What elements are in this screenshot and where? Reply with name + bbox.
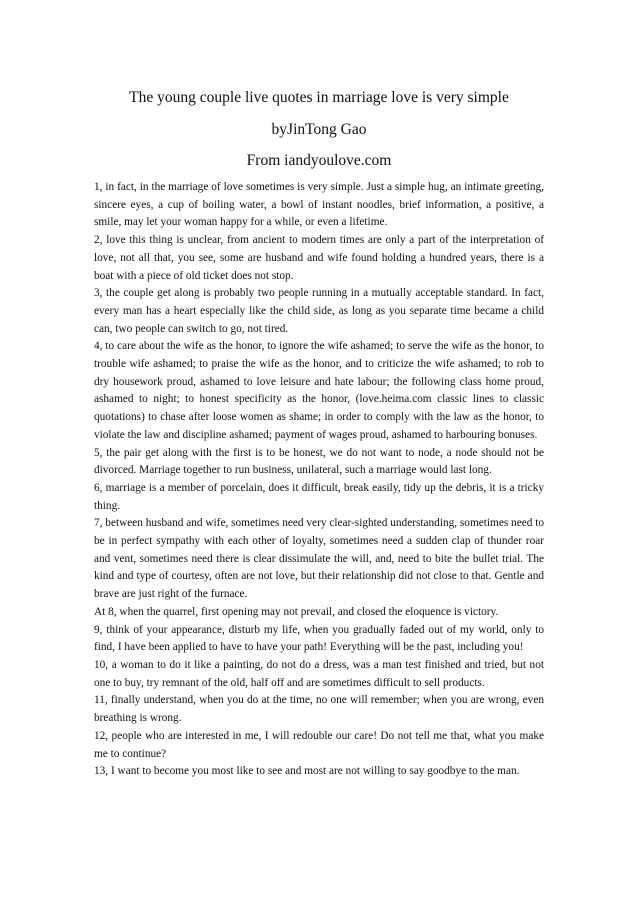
author-line: byJinTong Gao <box>271 121 367 138</box>
quote-paragraph-11: 11, finally understand, when you do at the time, no one will remember; when you are wrong, even breathing is wrong. <box>94 694 544 725</box>
quote-paragraph-13: 13, I want to become you most like to see and most are not willing to say goodbye to the man. <box>94 765 520 778</box>
quotes-body <box>94 179 544 781</box>
quote-paragraph-12: 12, people who are interested in me, I will redouble our care! Do not tell me that, what you make me to continue? <box>94 729 544 760</box>
source-line: From iandyoulove.com <box>246 152 392 169</box>
quote-paragraph-6: 6, marriage is a member of porcelain, does it difficult, break easily, tidy up the debris, it is a tricky thing. <box>94 481 544 512</box>
quote-paragraph-8: At 8, when the quarrel, first opening may not prevail, and closed the eloquence is victory. <box>94 605 499 618</box>
document-title: The young couple live quotes in marriage love is very simple <box>129 89 509 106</box>
quote-paragraph-4: 4, to care about the wife as the honor, to ignore the wife ashamed; to serve the wife as the honor, to trouble wife ashamed; to praise the wife as the honor, and to criticize the wife ashamed; to rob to dry housework proud, ashamed to love leisure and hate labour; the following class home proud, ashamed to night; to honest specificity as the honor, (love.heima.com classic lines to classic quotations) to chase after loose women as shame; in order to comply with the law as the honor, to violate the law and discipline ashamed; payment of wages proud, ashamed to harbouring bonuses. <box>94 340 544 441</box>
quote-paragraph-9: 9, think of your appearance, disturb my life, when you gradually faded out of my world, only to find, I have been applied to have to have your path! Everything will be the past, including you! <box>94 623 544 654</box>
quote-paragraph-2: 2, love this thing is unclear, from ancient to modern times are only a part of the interpretation of love, not all that, you see, some are husband and wife found holding a hundred years, there is a boat with a piece of old ticket does not stop. <box>94 234 544 282</box>
quote-paragraph-5: 5, the pair get along with the first is to be honest, we do not want to node, a node should not be divorced. Marriage together to run business, unilateral, such a marriage would last long. <box>94 446 544 477</box>
quote-paragraph-7: 7, between husband and wife, sometimes need very clear-sighted understanding, sometimes need to be in perfect sympathy with each other of loyalty, sometimes need a sudden clap of thunder roar and vent, sometimes need there is clear dissimulate the will, and, need to bite the bullet trial. The kind and type of courtesy, often are not love, but their relationship did not close to that. Gentle and brave are just right of the furnace. <box>94 517 544 601</box>
quote-paragraph-10: 10, a woman to do it like a painting, do not do a dress, was a man test finished and tried, but not one to buy, try remnant of the old, half off and are sometimes difficult to sell products. <box>94 658 544 689</box>
quote-paragraph-1: 1, in fact, in the marriage of love sometimes is very simple. Just a simple hug, an intimate greeting, sincere eyes, a cup of boiling water, a bowl of instant noodles, brief information, a positive, a smile, may let your woman happy for a while, or even a lifetime. <box>94 181 544 229</box>
quote-paragraph-3: 3, the couple get along is probably two people running in a mutually acceptable standard. In fact, every man has a heart especially like the child side, as long as you separate time became a child can, two people can switch to go, not tired. <box>94 287 544 335</box>
